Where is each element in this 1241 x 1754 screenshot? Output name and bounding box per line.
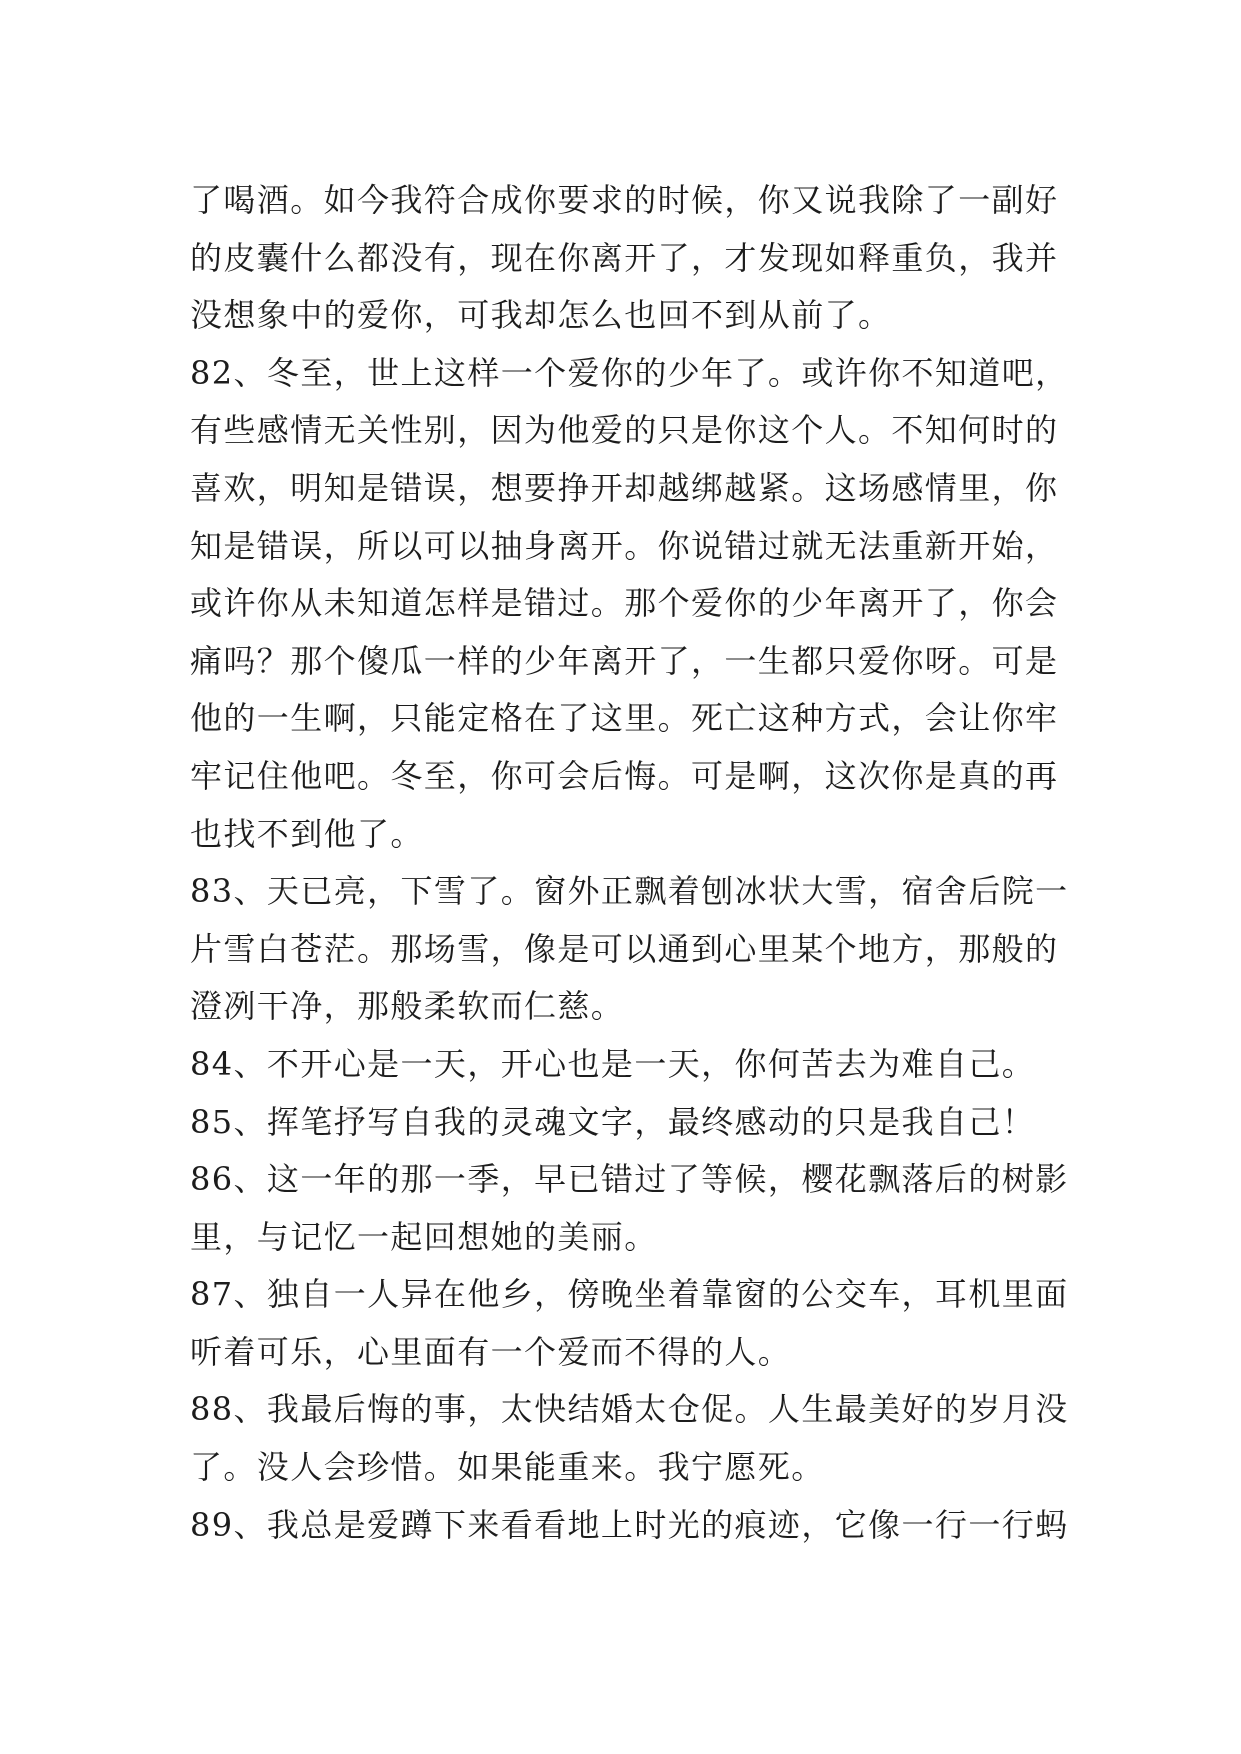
paragraph-83 (190, 863, 1090, 1036)
text-line: 听着可乐，心里面有一个爱而不得的人。 (190, 1332, 792, 1371)
text-line: 也找不到他了。 (190, 814, 424, 853)
text-line: 82、冬至，世上这样一个爱你的少年了。或许你不知道吧， (190, 353, 1069, 392)
text-line: 有些感情无关性别，因为他爱的只是你这个人。不知何时的 (190, 411, 1059, 450)
text-line: 澄冽干净，那般柔软而仁慈。 (190, 987, 625, 1026)
paragraph-continuation (190, 172, 1090, 345)
text-line: 了。没人会珍惜。如果能重来。我宁愿死。 (190, 1448, 825, 1487)
text-line: 喜欢，明知是错误，想要挣开却越绑越紧。这场感情里，你 (190, 468, 1059, 507)
paragraph-86 (190, 1151, 1090, 1266)
paragraph-87 (190, 1266, 1090, 1381)
text-line: 牢记住他吧。冬至，你可会后悔。可是啊，这次你是真的再 (190, 756, 1059, 795)
text-line: 他的一生啊，只能定格在了这里。死亡这种方式，会让你牢 (190, 699, 1059, 738)
text-line: 的皮囊什么都没有，现在你离开了，才发现如释重负，我并 (190, 238, 1059, 277)
text-line: 89、我总是爱蹲下来看看地上时光的痕迹，它像一行一行蚂 (190, 1505, 1069, 1544)
paragraph-82 (190, 345, 1090, 863)
text-line: 88、我最后悔的事，太快结婚太仓促。人生最美好的岁月没 (190, 1390, 1069, 1429)
text-line: 83、天已亮，下雪了。窗外正飘着刨冰状大雪，宿舍后院一 (190, 872, 1069, 911)
text-line: 84、不开心是一天，开心也是一天，你何苦去为难自己。 (190, 1044, 1036, 1083)
text-line: 了喝酒。如今我符合成你要求的时候，你又说我除了一副好 (190, 181, 1059, 219)
text-line: 87、独自一人异在他乡，傍晚坐着靠窗的公交车，耳机里面 (190, 1275, 1069, 1314)
text-line: 知是错误，所以可以抽身离开。你说错过就无法重新开始， (190, 526, 1059, 565)
text-line: 86、这一年的那一季，早已错过了等候，樱花飘落后的树影 (190, 1160, 1069, 1199)
text-line: 没想象中的爱你，可我却怎么也回不到从前了。 (190, 296, 892, 335)
text-line: 痛吗？那个傻瓜一样的少年离开了，一生都只爱你呀。可是 (190, 641, 1059, 680)
paragraph-88 (190, 1381, 1090, 1496)
paragraph-85 (190, 1094, 1090, 1152)
paragraph-89 (190, 1497, 1090, 1555)
text-line: 里，与记忆一起回想她的美丽。 (190, 1217, 658, 1256)
text-line: 或许你从未知道怎样是错过。那个爱你的少年离开了，你会 (190, 584, 1059, 623)
document-body (190, 172, 1090, 1554)
text-line: 85、挥笔抒写自我的灵魂文字，最终感动的只是我自己！ (190, 1102, 1036, 1141)
paragraph-84 (190, 1036, 1090, 1094)
text-line: 片雪白苍茫。那场雪，像是可以通到心里某个地方，那般的 (190, 929, 1059, 968)
